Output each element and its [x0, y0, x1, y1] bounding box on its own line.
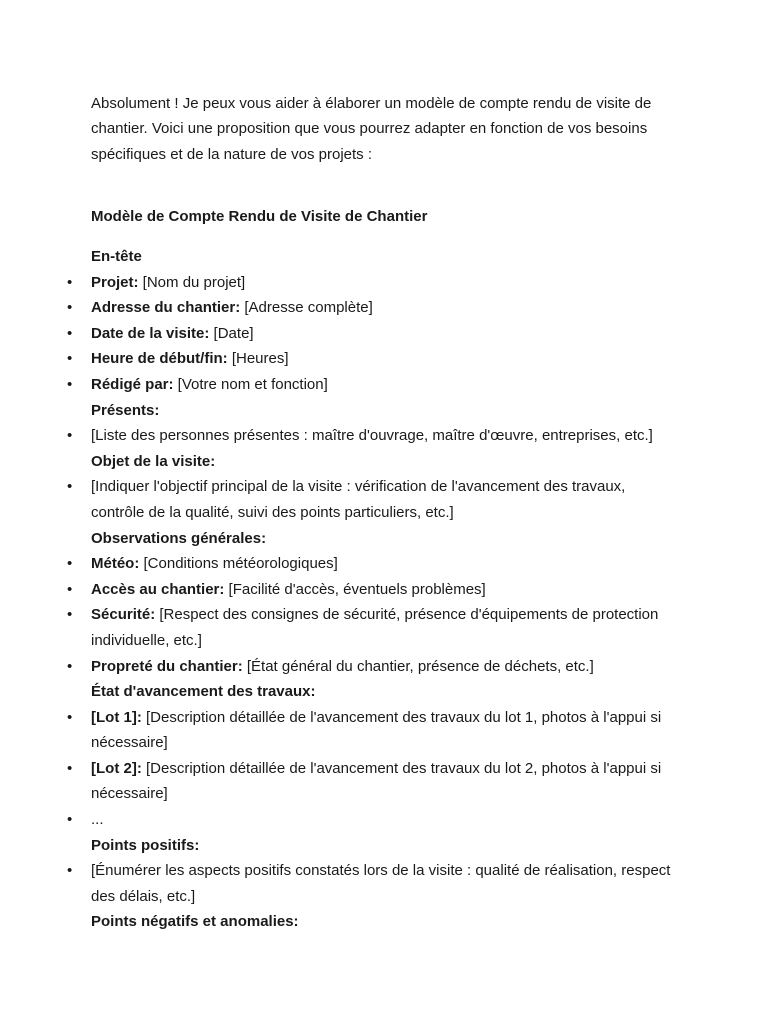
item-text: [Liste des personnes présentes : maître d'ouvrage, maître d'œuvre, entreprises, etc.] [91, 427, 653, 445]
section-heading: Points positifs: [91, 836, 200, 854]
bullet-list [91, 474, 681, 525]
list-item [91, 602, 681, 653]
section-heading: État d'avancement des travaux: [91, 683, 316, 701]
section-heading: En-tête [91, 248, 142, 265]
document-content [91, 91, 681, 931]
list-item [91, 372, 681, 398]
list-item [91, 654, 681, 680]
item-text: [Votre nom et fonction] [173, 375, 328, 393]
item-text: [Date] [209, 324, 254, 342]
list-item [91, 577, 681, 603]
section-points-negatifs [91, 909, 681, 935]
list-item [91, 423, 681, 449]
item-text: [Heures] [227, 350, 289, 368]
list-item [91, 321, 681, 347]
item-text: [Respect des consignes de sécurité, présence d'équipements de protection individuelle, etc.] [91, 606, 659, 649]
list-item [91, 474, 681, 525]
list-item [91, 551, 681, 577]
list-item [91, 705, 681, 756]
section-objet [91, 449, 681, 526]
item-text: [Nom du projet] [138, 273, 246, 291]
section-points-positifs [91, 833, 681, 910]
item-text: [Indiquer l'objectif principal de la visite : vérification de l'avancement des travaux, contrôle de la qualité, suivi des points particuliers, etc.] [91, 478, 626, 521]
section-heading: Points négatifs et anomalies: [91, 913, 299, 931]
item-text: [Description détaillée de l'avancement des travaux du lot 2, photos à l'appui si nécessaire] [91, 759, 662, 803]
section-observations [91, 526, 681, 680]
document-title: Modèle de Compte Rendu de Visite de Chantier [91, 208, 428, 225]
list-item [91, 807, 681, 833]
item-label: Sécurité: [91, 606, 156, 624]
bullet-list [91, 551, 681, 679]
bullet-list [91, 270, 681, 398]
item-text: [Adresse complète] [240, 299, 373, 317]
item-label: Rédigé par: [91, 375, 174, 393]
list-item [91, 858, 681, 909]
intro-paragraph: Absolument ! Je peux vous aider à élaborer un modèle de compte rendu de visite de chantier. Voici une proposition que vous pourrez adapter en fonction de vos besoins spécifiques et de la nature de vos projets : [91, 95, 652, 163]
bullet-list [91, 858, 681, 909]
item-label: [Lot 2]: [91, 759, 142, 777]
section-presents [91, 398, 681, 449]
item-label: Adresse du chantier: [91, 299, 241, 317]
item-text: [Facilité d'accès, éventuels problèmes] [224, 580, 486, 598]
item-label: Projet: [91, 273, 139, 291]
list-item [91, 346, 681, 372]
section-heading: Présents: [91, 401, 160, 419]
bullet-list [91, 423, 681, 449]
section-en-tete [91, 244, 681, 398]
item-text: [Description détaillée de l'avancement des travaux du lot 1, photos à l'appui si nécessaire] [91, 708, 662, 752]
section-avancement [91, 679, 681, 833]
document-body [91, 244, 681, 935]
section-heading: Objet de la visite: [91, 452, 216, 470]
item-text: [Énumérer les aspects positifs constatés lors de la visite : qualité de réalisation, respect des délais, etc.] [91, 862, 671, 905]
list-item [91, 756, 681, 807]
item-text: [Conditions météorologiques] [139, 555, 338, 573]
list-item [91, 295, 681, 321]
item-label: Heure de début/fin: [91, 350, 228, 368]
item-text: ... [91, 811, 104, 829]
item-label: Accès au chantier: [91, 580, 225, 598]
bullet-list [91, 705, 681, 833]
section-heading: Observations générales: [91, 529, 267, 547]
list-item [91, 270, 681, 296]
item-label: [Lot 1]: [91, 708, 142, 726]
item-label: Date de la visite: [91, 324, 210, 342]
item-text: [État général du chantier, présence de déchets, etc.] [242, 657, 594, 675]
item-label: Météo: [91, 555, 140, 573]
item-label: Propreté du chantier: [91, 657, 243, 675]
